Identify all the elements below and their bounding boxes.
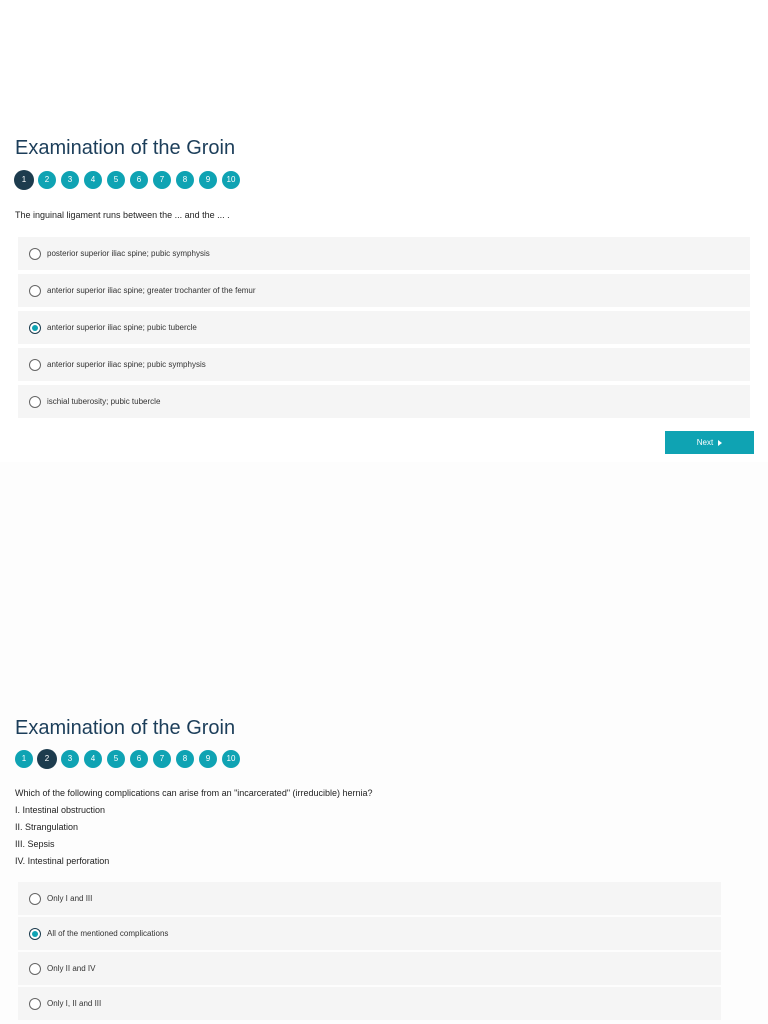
- radio-button-selected[interactable]: [29, 928, 41, 940]
- answer-option-1[interactable]: [18, 882, 721, 915]
- answer-option-2[interactable]: [18, 274, 750, 307]
- answer-option-5[interactable]: [18, 385, 750, 418]
- answer-option-label: ischial tuberosity; pubic tubercle: [47, 397, 161, 406]
- answer-option-2[interactable]: [18, 917, 721, 950]
- answer-option-label: Only I and III: [47, 894, 93, 903]
- radio-button[interactable]: [29, 963, 41, 975]
- radio-button-selected[interactable]: [29, 322, 41, 334]
- question-line: II. Strangulation: [15, 822, 79, 832]
- question-line: Which of the following complications can arise from an "incarcerated" (irreducible) hernia?: [15, 788, 373, 798]
- page-6-button[interactable]: 6: [130, 750, 148, 768]
- radio-button[interactable]: [29, 359, 41, 371]
- page-1-button[interactable]: 1: [15, 171, 33, 189]
- page-10-button[interactable]: 10: [222, 171, 240, 189]
- quiz-panel-1: [0, 0, 768, 462]
- question-line: IV. Intestinal perforation: [15, 856, 110, 866]
- page-4-button[interactable]: 4: [84, 750, 102, 768]
- page-7-button[interactable]: 7: [153, 171, 171, 189]
- question-pager: [15, 171, 240, 189]
- question-text: The inguinal ligament runs between the ... and the ... .: [15, 210, 230, 220]
- page-10-button[interactable]: 10: [222, 750, 240, 768]
- page-9-button[interactable]: 9: [199, 750, 217, 768]
- radio-button[interactable]: [29, 285, 41, 297]
- page-6-button[interactable]: 6: [130, 171, 148, 189]
- answer-option-1[interactable]: [18, 237, 750, 270]
- page-7-button[interactable]: 7: [153, 750, 171, 768]
- radio-button[interactable]: [29, 248, 41, 260]
- question-line: I. Intestinal obstruction: [15, 805, 106, 815]
- page-3-button[interactable]: 3: [61, 171, 79, 189]
- page-8-button[interactable]: 8: [176, 171, 194, 189]
- radio-button[interactable]: [29, 893, 41, 905]
- answer-option-label: Only I, II and III: [47, 999, 102, 1008]
- radio-button[interactable]: [29, 396, 41, 408]
- page-4-button[interactable]: 4: [84, 171, 102, 189]
- question-pager: [15, 750, 240, 768]
- page-5-button[interactable]: 5: [107, 750, 125, 768]
- page-1-button[interactable]: 1: [15, 750, 33, 768]
- next-button-label: Next: [696, 438, 714, 447]
- page-9-button[interactable]: 9: [199, 171, 217, 189]
- answer-option-label: anterior superior iliac spine; pubic symphysis: [47, 360, 206, 369]
- quiz-title: Examination of the Groin: [15, 137, 236, 159]
- question-text: [15, 785, 373, 870]
- page-3-button[interactable]: 3: [61, 750, 79, 768]
- question-line: III. Sepsis: [15, 839, 55, 849]
- answer-option-label: Only II and IV: [47, 964, 96, 973]
- page-8-button[interactable]: 8: [176, 750, 194, 768]
- answer-option-4[interactable]: [18, 348, 750, 381]
- page-2-button[interactable]: 2: [38, 171, 56, 189]
- page-2-button[interactable]: 2: [38, 750, 56, 768]
- page-5-button[interactable]: 5: [107, 171, 125, 189]
- quiz-title: Examination of the Groin: [15, 717, 236, 739]
- answer-option-label: anterior superior iliac spine; greater trochanter of the femur: [47, 286, 256, 295]
- quiz-panel-2: [0, 462, 768, 1024]
- answer-option-3[interactable]: [18, 311, 750, 344]
- answer-option-3[interactable]: [18, 952, 721, 985]
- answer-option-label: anterior superior iliac spine; pubic tubercle: [47, 323, 197, 332]
- answer-option-4[interactable]: [18, 987, 721, 1020]
- caret-right-icon: [718, 440, 722, 446]
- answer-option-label: All of the mentioned complications: [47, 929, 169, 938]
- next-button[interactable]: [665, 431, 754, 454]
- radio-button[interactable]: [29, 998, 41, 1010]
- answer-option-label: posterior superior iliac spine; pubic symphysis: [47, 249, 210, 258]
